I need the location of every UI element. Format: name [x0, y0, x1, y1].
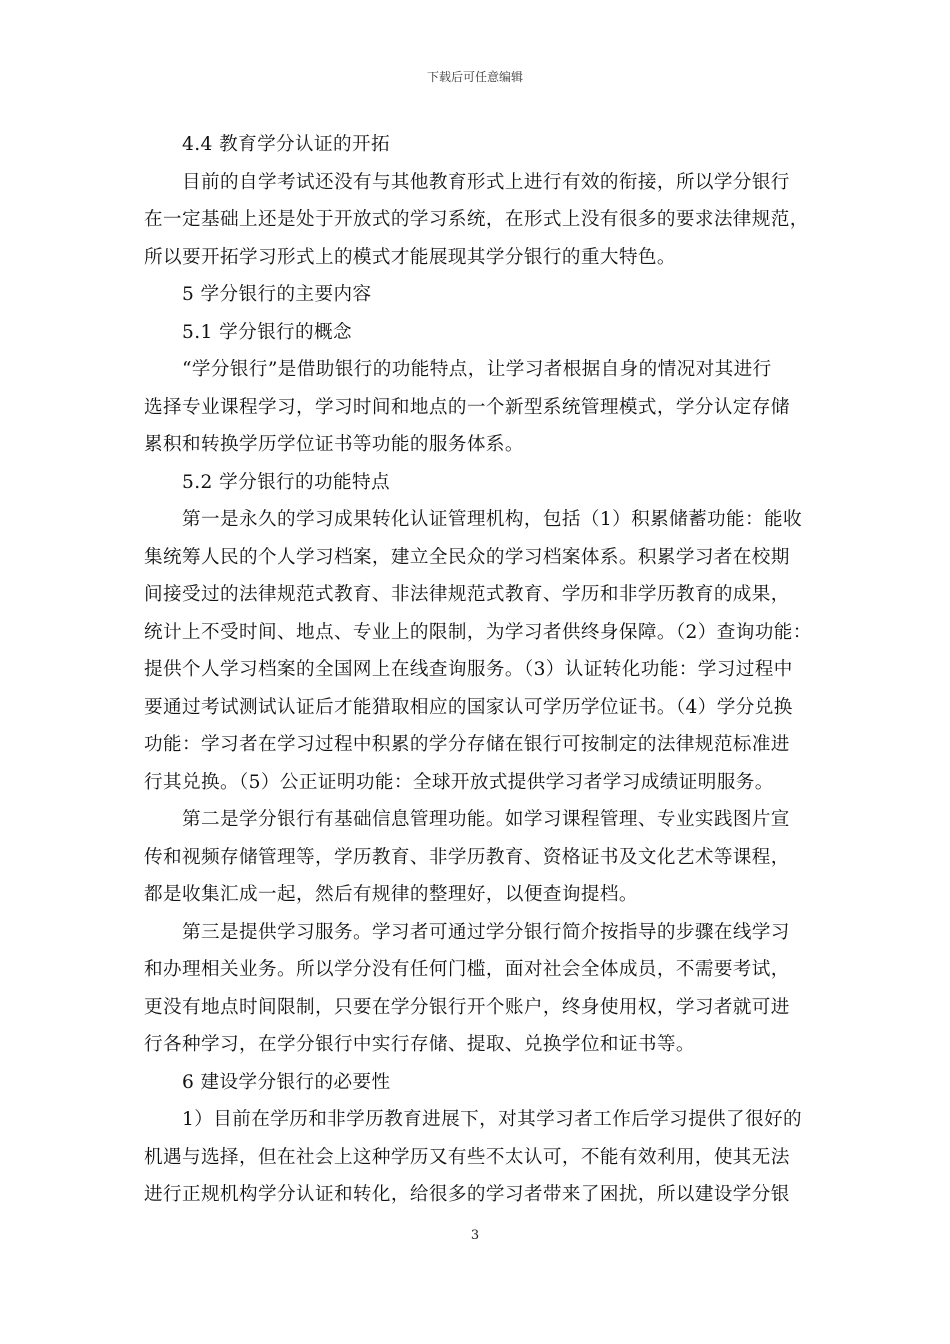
paragraph-line: 统计上不受时间、地点、专业上的限制，为学习者供终身保障。（2）查询功能：: [144, 621, 812, 643]
paragraph-line: 行其兑换。（5）公正证明功能：全球开放式提供学习者学习成绩证明服务。: [144, 771, 774, 793]
paragraph-line: 1）目前在学历和非学历教育进展下，对其学习者工作后学习提供了很好的: [182, 1109, 803, 1130]
paragraph-line: 要通过考试测试认证后才能猎取相应的国家认可学历学位证书。（4）学分兑换: [144, 696, 793, 718]
paragraph-line: 进行正规机构学分认证和转化，给很多的学习者带来了困扰，所以建设学分银: [144, 1184, 790, 1205]
paragraph-line: 在一定基础上还是处于开放式的学习系统，在形式上没有很多的要求法律规范，: [144, 209, 809, 230]
paragraph-line: 间接受过的法律规范式教育、非法律规范式教育、学历和非学历教育的成果，: [144, 584, 790, 605]
paragraph-line: 集统筹人民的个人学习档案，建立全民众的学习档案体系。积累学习者在校期: [144, 546, 790, 568]
paragraph-line: “学分银行”是借助银行的功能特点，让学习者根据自身的情况对其进行: [182, 359, 772, 380]
section-heading-5: 5 学分银行的主要内容: [182, 284, 372, 305]
section-heading-5-1: 5.1 学分银行的概念: [182, 321, 353, 343]
page-header: 下载后可任意编辑: [426, 70, 523, 84]
page-number: 3: [470, 1228, 480, 1243]
section-heading-5-2: 5.2 学分银行的功能特点: [182, 471, 391, 493]
section-heading-6: 6 建设学分银行的必要性: [182, 1071, 391, 1093]
paragraph-line: 第一是永久的学习成果转化认证管理机构，包括（1）积累储蓄功能：能收: [182, 509, 803, 530]
paragraph-line: 选择专业课程学习，学习时间和地点的一个新型系统管理模式，学分认定存储: [144, 396, 790, 418]
paragraph-line: 传和视频存储管理等，学历教育、非学历教育、资格证书及文化艺术等课程，: [144, 846, 790, 868]
paragraph-line: 功能：学习者在学习过程中积累的学分存储在银行可按制定的法律规范标准进: [144, 734, 790, 755]
paragraph-line: 目前的自学考试还没有与其他教育形式上进行有效的衔接，所以学分银行: [182, 171, 790, 193]
paragraph-line: 所以要开拓学习形式上的模式才能展现其学分银行的重大特色。: [144, 246, 676, 268]
section-heading-4-4: 4.4 教育学分认证的开拓: [182, 134, 391, 155]
paragraph-line: 更没有地点时间限制，只要在学分银行开个账户，终身使用权，学习者就可进: [144, 996, 790, 1018]
paragraph-line: 第三是提供学习服务。学习者可通过学分银行简介按指导的步骤在线学习: [182, 921, 790, 943]
paragraph-line: 第二是学分银行有基础信息管理功能。如学习课程管理、专业实践图片宣: [182, 809, 790, 830]
paragraph-line: 累积和转换学历学位证书等功能的服务体系。: [144, 434, 524, 455]
paragraph-line: 机遇与选择，但在社会上这种学历又有些不太认可，不能有效利用，使其无法: [144, 1146, 790, 1168]
paragraph-line: 都是收集汇成一起，然后有规律的整理好，以便查询提档。: [144, 884, 638, 905]
document-body: [144, 126, 816, 1214]
paragraph-line: 行各种学习，在学分银行中实行存储、提取、兑换学位和证书等。: [144, 1034, 695, 1055]
paragraph-line: 和办理相关业务。所以学分没有任何门槛，面对社会全体成员，不需要考试，: [144, 959, 790, 980]
paragraph-line: 提供个人学习档案的全国网上在线查询服务。（3）认证转化功能：学习过程中: [144, 659, 793, 680]
